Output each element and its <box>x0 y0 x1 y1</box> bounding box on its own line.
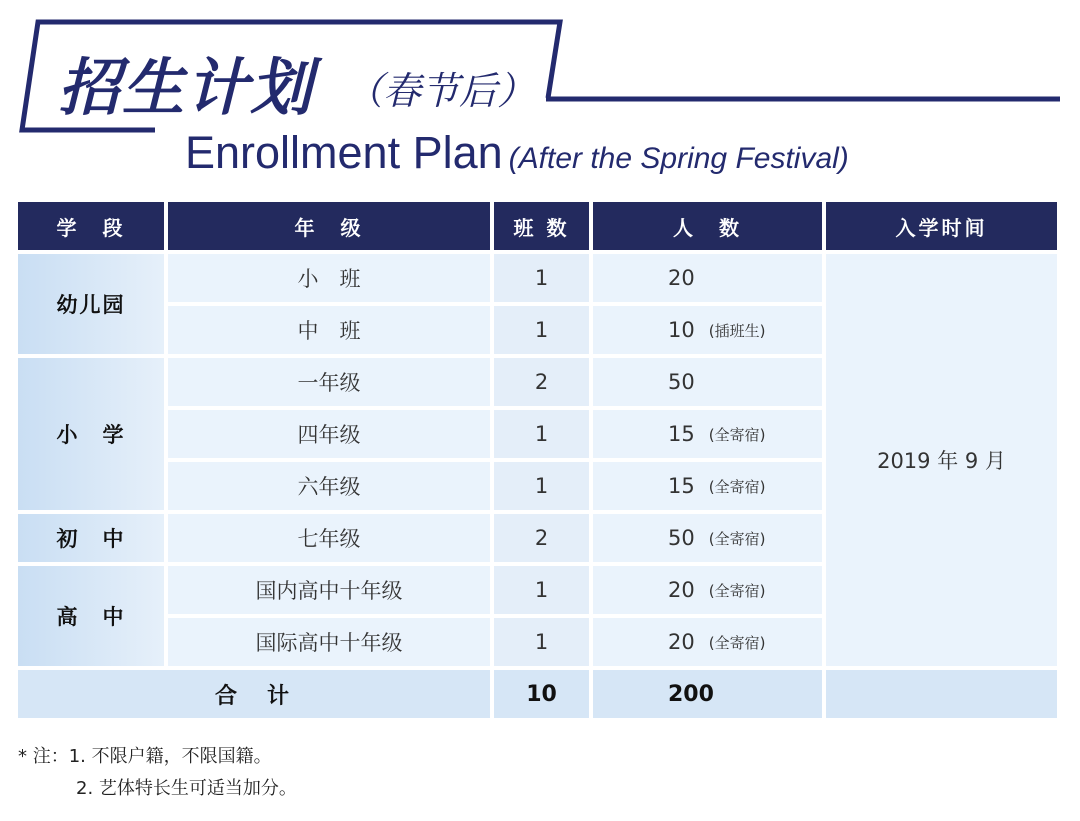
title-en-main: Enrollment Plan <box>185 127 503 178</box>
students-count: 10 <box>668 318 695 342</box>
classes-cell: 2 <box>494 514 589 562</box>
students-cell <box>593 410 822 458</box>
classes-cell: 2 <box>494 358 589 406</box>
page-title: 招生计划 <box>58 51 315 124</box>
page-title-suffix: （春节后） <box>345 69 536 113</box>
students-count: 20 <box>668 630 695 654</box>
header-stage: 学 段 <box>18 202 164 250</box>
students-note: (全寄宿) <box>708 477 766 496</box>
students-cell <box>593 618 822 666</box>
header-enrollment-time: 入学时间 <box>826 202 1057 250</box>
students-cell <box>593 514 822 562</box>
total-label: 合 计 <box>18 670 490 718</box>
students-note: (插班生) <box>708 321 766 340</box>
grade-cell: 中 班 <box>168 306 490 354</box>
classes-cell: 1 <box>494 462 589 510</box>
students-count: 20 <box>668 266 695 290</box>
grade-cell: 六年级 <box>168 462 490 510</box>
stage-junior-high: 初 中 <box>18 514 164 562</box>
students-count: 50 <box>668 526 695 550</box>
footnote-2: 2. 艺体特长生可适当加分。 <box>76 778 297 799</box>
students-cell <box>593 306 822 354</box>
classes-cell: 1 <box>494 254 589 302</box>
students-note: (全寄宿) <box>708 529 766 548</box>
grade-cell: 国际高中十年级 <box>168 618 490 666</box>
header-grade: 年 级 <box>168 202 490 250</box>
grade-cell: 四年级 <box>168 410 490 458</box>
students-note: (全寄宿) <box>708 633 766 652</box>
stage-primary: 小 学 <box>18 358 164 510</box>
classes-cell: 1 <box>494 306 589 354</box>
total-classes: 10 <box>494 670 589 718</box>
total-empty-cell <box>826 670 1057 718</box>
classes-cell: 1 <box>494 566 589 614</box>
header-classes: 班 数 <box>494 202 589 250</box>
stage-senior-high: 高 中 <box>18 566 164 666</box>
title-en-suffix: (After the Spring Festival) <box>508 142 849 175</box>
students-cell <box>593 358 822 406</box>
stage-kindergarten: 幼儿园 <box>18 254 164 354</box>
total-students: 200 <box>593 670 822 718</box>
page-title-english <box>185 128 849 184</box>
classes-cell: 1 <box>494 410 589 458</box>
header-students: 人 数 <box>593 202 822 250</box>
classes-cell: 1 <box>494 618 589 666</box>
students-note: (全寄宿) <box>708 581 766 600</box>
footnote-1: * 注：1. 不限户籍，不限国籍。 <box>18 746 272 767</box>
grade-cell: 小 班 <box>168 254 490 302</box>
enrollment-time-cell: 2019 年 9 月 <box>826 254 1057 666</box>
students-count: 20 <box>668 578 695 602</box>
grade-cell: 国内高中十年级 <box>168 566 490 614</box>
students-count: 15 <box>668 422 695 446</box>
students-cell <box>593 254 822 302</box>
students-note: (全寄宿) <box>708 425 766 444</box>
students-count: 50 <box>668 370 695 394</box>
grade-cell: 七年级 <box>168 514 490 562</box>
students-count: 15 <box>668 474 695 498</box>
students-cell <box>593 462 822 510</box>
students-cell <box>593 566 822 614</box>
grade-cell: 一年级 <box>168 358 490 406</box>
